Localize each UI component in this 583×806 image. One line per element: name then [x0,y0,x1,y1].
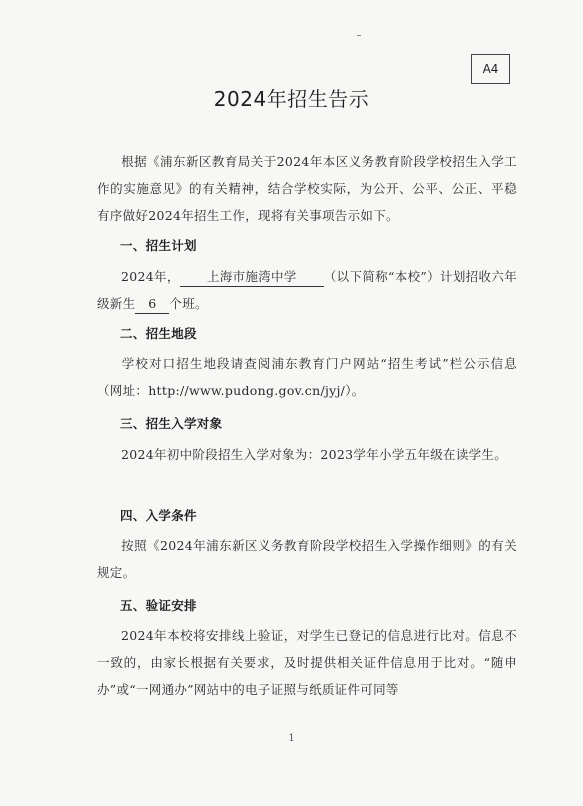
conditions-text: 按照《2024年浦东新区义务教育阶段学校招生入学操作细则》的有关规定。 [97,538,517,580]
document-title: 2024年招生告示 [213,87,370,111]
section-target-paragraph [97,441,517,468]
section-heading-conditions: 四、入学条件 [120,508,197,523]
page-number: 1 [288,733,295,744]
section-heading-plan: 一、招生计划 [120,238,197,253]
plan-text-before: 2024年， [121,269,180,284]
section-conditions-paragraph [97,532,517,586]
section-heading-district: 二、招生地段 [120,326,197,341]
school-name-field: 上海市施湾中学 [180,268,324,287]
intro-text: 根据《浦东新区教育局关于2024年本区义务教育阶段学校招生入学工作的实施意见》的有关精神，结合学校实际，为公开、公平、公正、平稳有序做好2024年招生工作，现将有关事项告示如下。 [97,154,517,223]
class-count-field: 6 [135,295,169,314]
verification-text: 2024年本校将安排线上验证，对学生已登记的信息进行比对。信息不一致的，由家长根据有关要求，及时提供相关证件信息用于比对。“随申办”或“一网通办”网站中的电子证照与纸质证件可同等 [97,628,517,697]
section-plan-paragraph [97,263,517,317]
section-verification-paragraph [97,622,517,703]
section-district-paragraph [97,350,517,404]
target-text: 2024年初中阶段招生入学对象为：2023学年小学五年级在读学生。 [121,447,508,462]
paper-size-tag: A4 [471,54,510,84]
section-heading-target: 三、招生入学对象 [120,416,223,431]
scan-mark [357,35,361,36]
plan-text-after: 个班。 [169,296,208,311]
section-heading-verification: 五、验证安排 [120,598,197,613]
intro-paragraph [97,148,517,229]
plan-text-middle: （以下简称“本校”）计划招收六年级新生 [97,269,517,311]
district-text: 学校对口招生地段请查阅浦东教育门户网站“招生考试”栏公示信息（网址：http://www.pudong.gov.cn/jyj/）。 [97,356,517,398]
